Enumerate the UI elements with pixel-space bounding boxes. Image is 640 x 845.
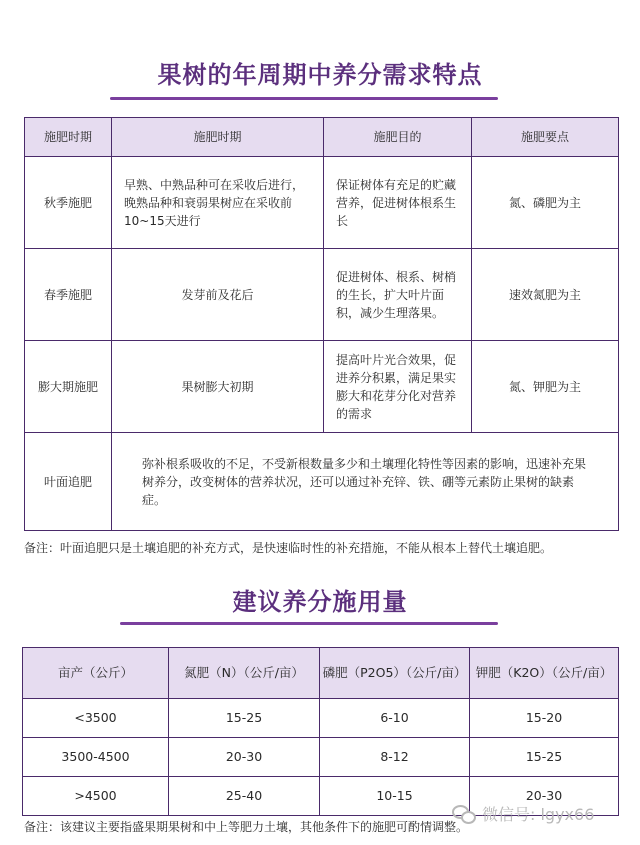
- watermark-text: 微信号: lgyx66: [482, 805, 595, 824]
- phosphorus-cell: 10-15: [320, 777, 470, 816]
- fertilization-period-table: [24, 117, 619, 531]
- period-cell: 膨大期施肥: [25, 341, 112, 433]
- period-cell: 春季施肥: [25, 249, 112, 341]
- nutrient-dosage-table: [22, 647, 619, 816]
- period-cell: 叶面追肥: [25, 433, 112, 531]
- timing-cell: 果树膨大初期: [112, 341, 324, 433]
- timing-cell: 早熟、中熟品种可在采收后进行，晚熟品种和衰弱果树应在采收前10~15天进行: [112, 157, 324, 249]
- key-cell: 氮、磷肥为主: [472, 157, 619, 249]
- table-row: [25, 249, 619, 341]
- timing-cell: 发芽前及花后: [112, 249, 324, 341]
- nitrogen-cell: 25-40: [169, 777, 320, 816]
- table-row: [25, 433, 619, 531]
- phosphorus-cell: 8-12: [320, 738, 470, 777]
- table-row: [23, 699, 619, 738]
- table-footnote: 备注：该建议主要指盛果期果树和中上等肥力土壤，其他条件下的施肥可酌情调整。: [24, 820, 469, 834]
- purpose-cell: 保证树体有充足的贮藏营养，促进树体根系生长: [324, 157, 472, 249]
- header-cell: 施肥时期: [112, 118, 324, 157]
- table-header-row: [23, 648, 619, 699]
- nitrogen-cell: 20-30: [169, 738, 320, 777]
- table-row: [25, 341, 619, 433]
- header-cell: 氮肥（N）（公斤/亩）: [169, 648, 320, 699]
- header-cell: 施肥要点: [472, 118, 619, 157]
- period-cell: 秋季施肥: [25, 157, 112, 249]
- yield-cell: >4500: [23, 777, 169, 816]
- key-cell: 氮、钾肥为主: [472, 341, 619, 433]
- purpose-cell: 提高叶片光合效果，促进养分积累，满足果实膨大和花芽分化对营养的需求: [324, 341, 472, 433]
- section2-title: 建议养分施用量: [232, 588, 408, 616]
- section1-title: 果树的年周期中养分需求特点: [157, 61, 483, 89]
- potassium-cell: 15-25: [470, 738, 619, 777]
- header-cell: 施肥目的: [324, 118, 472, 157]
- purpose-cell: 促进树体、根系、树梢的生长，扩大叶片面积，减少生理落果。: [324, 249, 472, 341]
- potassium-cell: 20-30: [470, 777, 619, 816]
- nitrogen-cell: 15-25: [169, 699, 320, 738]
- phosphorus-cell: 6-10: [320, 699, 470, 738]
- header-cell: 钾肥（K2O）（公斤/亩）: [470, 648, 619, 699]
- table-row: [23, 738, 619, 777]
- title-underline: [110, 97, 498, 100]
- potassium-cell: 15-20: [470, 699, 619, 738]
- table-header-row: [25, 118, 619, 157]
- yield-cell: <3500: [23, 699, 169, 738]
- header-cell: 磷肥（P2O5）（公斤/亩）: [320, 648, 470, 699]
- yield-cell: 3500-4500: [23, 738, 169, 777]
- description-cell: 弥补根系吸收的不足，不受新根数量多少和土壤理化特性等因素的影响，迅速补充果树养分，改变树体的营养状况，还可以通过补充锌、铁、硼等元素防止果树的缺素症。: [112, 433, 619, 531]
- table-footnote: 备注：叶面追肥只是土壤追肥的补充方式，是快速临时性的补充措施，不能从根本上替代土壤追肥。: [24, 541, 553, 555]
- wechat-watermark: [452, 802, 594, 825]
- title-underline: [120, 622, 498, 625]
- key-cell: 速效氮肥为主: [472, 249, 619, 341]
- table-row: [25, 157, 619, 249]
- header-cell: 亩产（公斤）: [23, 648, 169, 699]
- header-cell: 施肥时期: [25, 118, 112, 157]
